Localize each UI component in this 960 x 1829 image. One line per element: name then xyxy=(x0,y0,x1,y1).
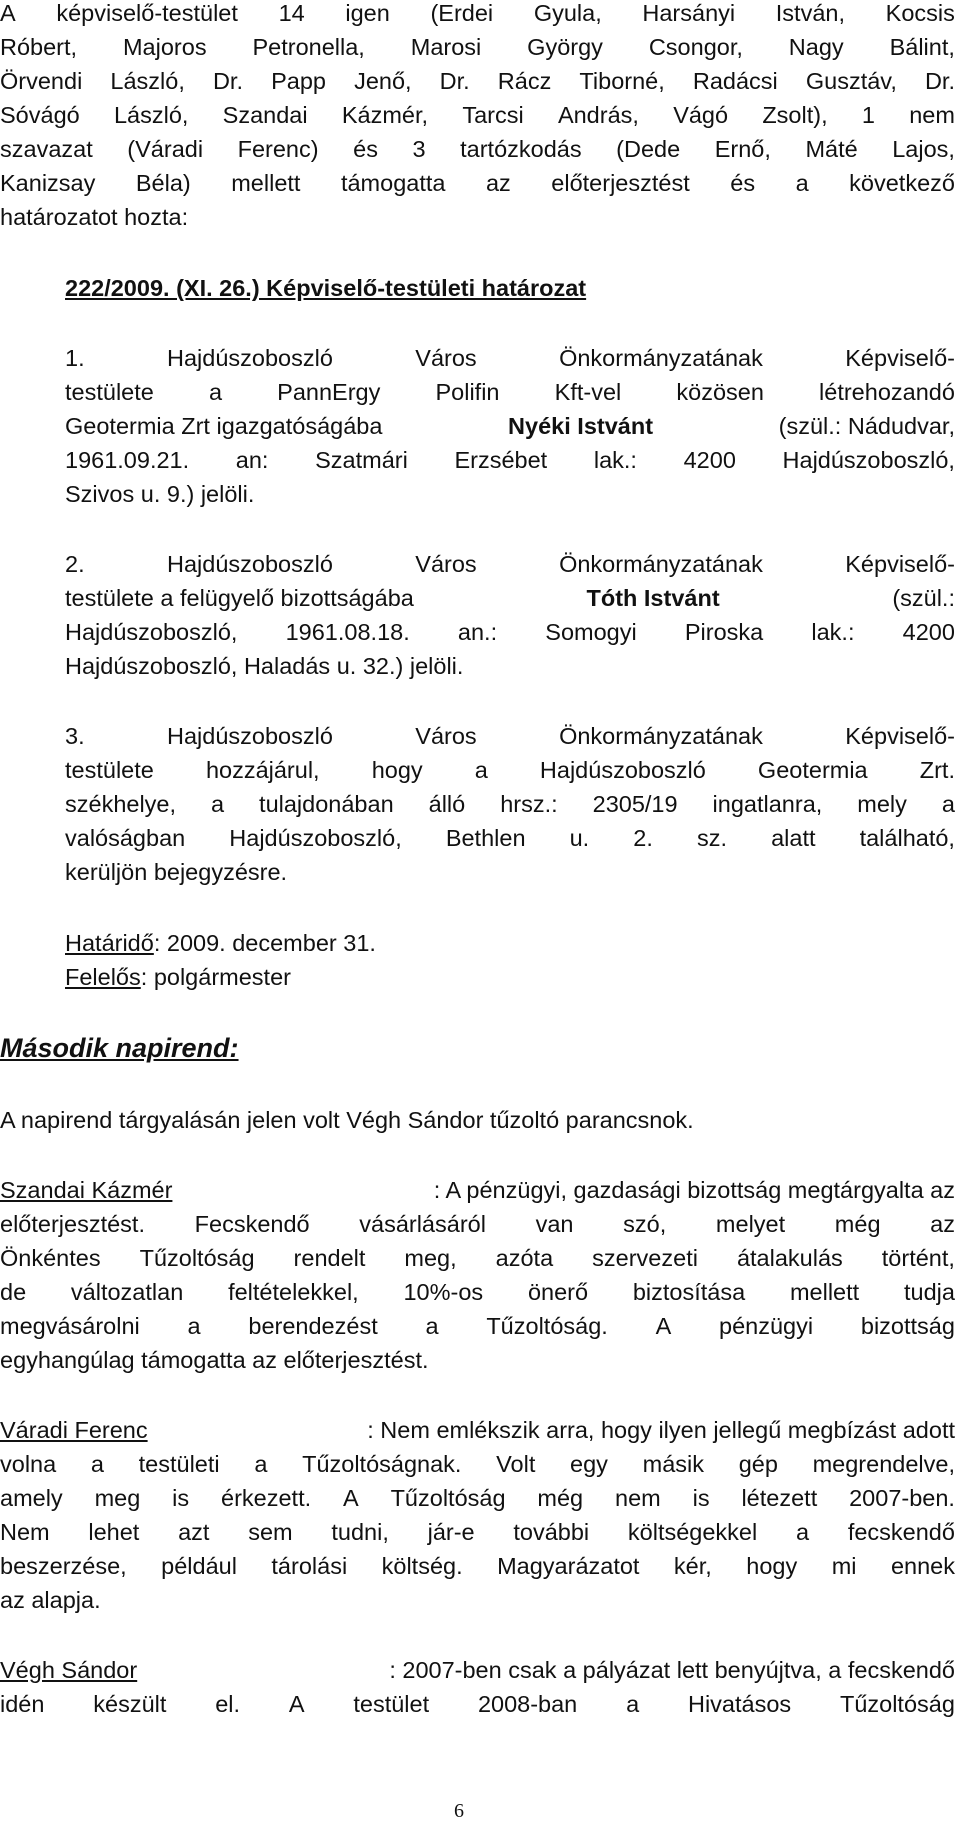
word: (Erdei xyxy=(430,0,494,26)
item2-line xyxy=(65,617,955,647)
word: is xyxy=(172,1485,190,1511)
word: A xyxy=(0,0,16,26)
word: a xyxy=(425,1313,439,1339)
word: mely xyxy=(857,791,907,817)
word: tartózkodás xyxy=(460,136,582,162)
word: 3. xyxy=(65,723,85,749)
word: berendezést xyxy=(248,1313,378,1339)
word: további xyxy=(513,1519,590,1545)
word: Papp xyxy=(271,68,326,94)
responsible-value: : polgármester xyxy=(140,964,291,990)
word: Geotermia xyxy=(757,757,868,783)
word: pénzügyi xyxy=(719,1313,814,1339)
word: a xyxy=(187,1313,201,1339)
word: azóta xyxy=(495,1245,554,1271)
intro-line xyxy=(0,32,955,62)
word: Nem xyxy=(0,1519,50,1545)
word: Piroska xyxy=(684,619,764,645)
speech-text: : A pénzügyi, gazdasági bizottság megtárgyalta az xyxy=(433,1177,955,1203)
item3-line xyxy=(65,789,955,819)
item3-line xyxy=(65,755,955,785)
speech1-line xyxy=(0,1175,955,1205)
responsible-label: Felelős xyxy=(65,964,141,990)
speech2-line xyxy=(0,1449,955,1479)
word: szó, xyxy=(623,1211,667,1237)
word: Jenő, xyxy=(354,68,412,94)
item3-line: kerüljön bejegyzésre. xyxy=(65,859,288,885)
word: és xyxy=(730,170,756,196)
word: (Dede xyxy=(616,136,681,162)
word: gép xyxy=(738,1451,778,1477)
word: Szatmári xyxy=(315,447,408,473)
word: Rácz xyxy=(497,68,552,94)
word: változatlan xyxy=(70,1279,184,1305)
word: 4200 xyxy=(683,447,736,473)
word: meg, xyxy=(404,1245,457,1271)
word: Ferenc) xyxy=(237,136,319,162)
word: A xyxy=(288,1691,305,1717)
word: Kázmér, xyxy=(341,102,429,128)
word: 1961.08.18. xyxy=(285,619,410,645)
word: Marosi xyxy=(410,34,482,60)
word: ingatlanra, xyxy=(712,791,823,817)
word: az xyxy=(485,170,511,196)
word: a xyxy=(211,791,225,817)
word: Volt xyxy=(496,1451,536,1477)
word: Város xyxy=(415,345,477,371)
word: Majoros xyxy=(122,34,207,60)
word: sz. xyxy=(696,825,727,851)
word: hogy xyxy=(371,757,423,783)
word: Zrt. xyxy=(919,757,955,783)
word: Tiborné, xyxy=(579,68,665,94)
word: képviselő-testület xyxy=(56,0,238,26)
intro-line xyxy=(0,168,955,198)
word: ennek xyxy=(890,1553,955,1579)
word: Dr. xyxy=(212,68,243,94)
speech2-line xyxy=(0,1517,955,1547)
word: 14 xyxy=(278,0,305,26)
item1-text: (szül.: Nádudvar, xyxy=(778,413,955,439)
word: a xyxy=(208,379,223,405)
word: a xyxy=(795,170,809,196)
word: közösen xyxy=(676,379,764,405)
word: létrehozandó xyxy=(819,379,955,405)
word: György xyxy=(527,34,603,60)
speech1-line xyxy=(0,1209,955,1239)
word: fecskendő xyxy=(847,1519,955,1545)
word: 2007-ben. xyxy=(849,1485,955,1511)
word: biztosítása xyxy=(632,1279,746,1305)
word: testület xyxy=(353,1691,430,1717)
intro-line xyxy=(0,134,955,164)
nominee-name-2: Tóth Istvánt xyxy=(586,585,720,611)
word: költség. xyxy=(381,1553,463,1579)
nominee-name-1: Nyéki Istvánt xyxy=(508,413,654,439)
word: Sóvágó xyxy=(0,102,80,128)
item2-line-nominee xyxy=(65,583,955,613)
speaker-name: Szandai Kázmér xyxy=(0,1177,173,1203)
word: tárolási xyxy=(271,1553,348,1579)
word: alatt xyxy=(771,825,816,851)
word: önerő xyxy=(527,1279,589,1305)
responsible-line xyxy=(65,962,291,992)
word: u. xyxy=(569,825,590,851)
word: el. xyxy=(215,1691,241,1717)
word: Magyarázatot xyxy=(497,1553,640,1579)
word: Tűzoltóság xyxy=(139,1245,255,1271)
intro-line xyxy=(0,66,955,96)
word: mellett xyxy=(789,1279,860,1305)
word: a xyxy=(626,1691,640,1717)
word: A xyxy=(655,1313,672,1339)
word: tulajdonában xyxy=(259,791,394,817)
word: is xyxy=(692,1485,710,1511)
word: előterjesztést xyxy=(551,170,690,196)
word: Hajdúszoboszló xyxy=(167,551,333,577)
word: 10%-os xyxy=(403,1279,484,1305)
word: Somogyi xyxy=(545,619,637,645)
word: érkezett. xyxy=(221,1485,312,1511)
word: jár-e xyxy=(427,1519,475,1545)
word: 2305/19 xyxy=(592,791,678,817)
word: an: xyxy=(235,447,269,473)
word: Kanizsay xyxy=(0,170,96,196)
word: István, xyxy=(775,0,846,26)
word: PannErgy xyxy=(277,379,381,405)
resolution-title: 222/2009. (XI. 26.) Képviselő-testületi határozat xyxy=(65,275,587,301)
speech2-line xyxy=(0,1415,955,1445)
intro-line xyxy=(0,100,955,130)
word: átalakulás xyxy=(736,1245,843,1271)
present-line: A napirend tárgyalásán jelen volt Végh Sándor tűzoltó parancsnok. xyxy=(0,1107,694,1133)
word: 1 xyxy=(861,102,875,128)
word: Nagy xyxy=(788,34,844,60)
word: Dr. xyxy=(439,68,470,94)
word: Erzsébet xyxy=(454,447,548,473)
speech1-line xyxy=(0,1311,955,1341)
word: költségekkel xyxy=(627,1519,758,1545)
word: Radácsi xyxy=(692,68,778,94)
word: Tűzoltóság. xyxy=(486,1313,608,1339)
word: Máté xyxy=(805,136,858,162)
word: Csongor, xyxy=(648,34,743,60)
word: bizottság xyxy=(860,1313,955,1339)
word: Petronella, xyxy=(252,34,365,60)
word: vásárlásáról xyxy=(359,1211,486,1237)
word: 2. xyxy=(65,551,85,577)
section-heading: Második napirend: xyxy=(0,1033,239,1063)
word: Tűzoltóság xyxy=(390,1485,506,1511)
word: Kocsis xyxy=(885,0,955,26)
word: amely xyxy=(0,1485,63,1511)
word: történt, xyxy=(881,1245,955,1271)
word: de xyxy=(0,1279,27,1305)
word: mellett xyxy=(231,170,301,196)
word: András, xyxy=(557,102,639,128)
speech2-line xyxy=(0,1551,955,1581)
speech1-line: egyhangúlag támogatta az előterjesztést. xyxy=(0,1347,429,1373)
word: készült xyxy=(93,1691,167,1717)
word: Hajdúszoboszló xyxy=(167,723,333,749)
word: egy xyxy=(570,1451,608,1477)
word: melyet xyxy=(715,1211,786,1237)
word: rendelt xyxy=(293,1245,366,1271)
deadline-label: Határidő xyxy=(65,930,154,956)
word: Fecskendő xyxy=(194,1211,310,1237)
word: Képviselő- xyxy=(845,723,955,749)
word: kér, xyxy=(673,1553,712,1579)
word: hozzájárul, xyxy=(205,757,320,783)
word: székhelye, xyxy=(65,791,177,817)
word: nem xyxy=(909,102,955,128)
word: Zsolt), xyxy=(762,102,828,128)
item1-text: Geotermia Zrt igazgatóságába xyxy=(65,413,383,439)
word: tudni, xyxy=(331,1519,389,1545)
word: Képviselő- xyxy=(845,345,955,371)
word: 2. xyxy=(633,825,653,851)
word: Képviselő- xyxy=(845,551,955,577)
word: még xyxy=(537,1485,584,1511)
word: testülete xyxy=(65,379,154,405)
word: a xyxy=(90,1451,104,1477)
word: Örvendi xyxy=(0,68,83,94)
item2-line: Hajdúszoboszló, Haladás u. 32.) jelöli. xyxy=(65,653,464,679)
word: Hajdúszoboszló xyxy=(539,757,706,783)
word: Önkormányzatának xyxy=(559,723,763,749)
word: an.: xyxy=(457,619,498,645)
word: Önkormányzatának xyxy=(559,345,763,371)
word: Kft-vel xyxy=(554,379,622,405)
speech3-line xyxy=(0,1655,955,1685)
word: 1961.09.21. xyxy=(65,447,190,473)
item1-line: Szivos u. 9.) jelöli. xyxy=(65,481,255,507)
word: feltételekkel, xyxy=(228,1279,359,1305)
word: Béla) xyxy=(135,170,191,196)
speaker-name: Végh Sándor xyxy=(0,1657,138,1683)
speech2-line xyxy=(0,1483,955,1513)
word: testületi xyxy=(138,1451,220,1477)
word: létezett xyxy=(741,1485,818,1511)
word: megrendelve, xyxy=(812,1451,955,1477)
word: másik xyxy=(642,1451,704,1477)
word: a xyxy=(254,1451,268,1477)
word: Harsányi xyxy=(642,0,736,26)
word: szavazat xyxy=(0,136,93,162)
word: Hajdúszoboszló, xyxy=(65,619,238,645)
word: Polifin xyxy=(435,379,500,405)
word: van xyxy=(535,1211,574,1237)
word: hogy xyxy=(746,1553,798,1579)
word: Hivatásos xyxy=(687,1691,792,1717)
item1-line xyxy=(65,343,955,373)
word: például xyxy=(161,1553,237,1579)
word: álló xyxy=(428,791,466,817)
item2-text: testülete a felügyelő bizottságába xyxy=(65,585,414,611)
word: a xyxy=(941,791,955,817)
item3-line xyxy=(65,823,955,853)
word: 1. xyxy=(65,345,85,371)
word: Tarcsi xyxy=(462,102,524,128)
speech1-line xyxy=(0,1277,955,1307)
item1-line xyxy=(65,445,955,475)
word: Gusztáv, xyxy=(805,68,897,94)
word: Róbert, xyxy=(0,34,78,60)
word: lak.: xyxy=(593,447,637,473)
page-number: 6 xyxy=(454,1800,464,1822)
speaker-name: Váradi Ferenc xyxy=(0,1417,148,1443)
word: volna xyxy=(0,1451,57,1477)
speech-text: : Nem emlékszik arra, hogy ilyen jellegű megbízást adott xyxy=(367,1417,955,1443)
word: beszerzése, xyxy=(0,1553,127,1579)
word: Bálint, xyxy=(889,34,955,60)
word: Lajos, xyxy=(892,136,955,162)
intro-line xyxy=(0,0,955,28)
word: Gyula, xyxy=(533,0,602,26)
item3-line xyxy=(65,721,955,751)
word: Hajdúszoboszló, xyxy=(229,825,402,851)
speech2-line: az alapja. xyxy=(0,1587,101,1613)
word: Hajdúszoboszló, xyxy=(782,447,955,473)
deadline-line xyxy=(65,928,376,958)
item1-line xyxy=(65,377,955,407)
word: Tűzoltóságnak. xyxy=(302,1451,462,1477)
word: szervezeti xyxy=(592,1245,698,1271)
word: (Váradi xyxy=(127,136,204,162)
item1-line-nominee xyxy=(65,411,955,441)
word: a xyxy=(795,1519,810,1545)
word: megvásárolni xyxy=(0,1313,140,1339)
speech3-line xyxy=(0,1689,955,1719)
word: Város xyxy=(415,723,477,749)
word: következő xyxy=(849,170,955,196)
word: és xyxy=(353,136,378,162)
word: Hajdúszoboszló xyxy=(167,345,333,371)
word: támogatta xyxy=(340,170,446,196)
word: Dr. xyxy=(924,68,955,94)
intro-line: határozatot hozta: xyxy=(0,204,189,230)
word: Önkéntes xyxy=(0,1245,101,1271)
word: valóságban xyxy=(65,825,186,851)
word: a xyxy=(474,757,488,783)
word: Szandai xyxy=(222,102,308,128)
word: A xyxy=(343,1485,359,1511)
speech1-line xyxy=(0,1243,955,1273)
word: testülete xyxy=(65,757,154,783)
word: Önkormányzatának xyxy=(559,551,763,577)
speech-text: : 2007-ben csak a pályázat lett benyújtva, a fecskendő xyxy=(389,1657,955,1683)
word: még xyxy=(834,1211,881,1237)
word: meg xyxy=(94,1485,141,1511)
word: 2008-ban xyxy=(477,1691,578,1717)
word: László, xyxy=(110,68,185,94)
word: hrsz.: xyxy=(500,791,558,817)
word: tudja xyxy=(903,1279,955,1305)
word: igen xyxy=(345,0,390,26)
word: lehet xyxy=(88,1519,140,1545)
word: idén xyxy=(0,1691,45,1717)
item2-text: (szül.: xyxy=(892,585,955,611)
word: mi xyxy=(831,1553,857,1579)
word: az xyxy=(930,1211,955,1237)
word: előterjesztést. xyxy=(0,1211,145,1237)
word: Ernő, xyxy=(714,136,771,162)
word: sem xyxy=(248,1519,293,1545)
word: 4200 xyxy=(902,619,955,645)
word: azt xyxy=(178,1519,210,1545)
word: lak.: xyxy=(811,619,855,645)
word: 3 xyxy=(412,136,426,162)
word: László, xyxy=(113,102,189,128)
word: Tűzoltóság xyxy=(839,1691,955,1717)
word: nem xyxy=(615,1485,661,1511)
word: Bethlen xyxy=(445,825,526,851)
word: található, xyxy=(859,825,955,851)
word: Vágó xyxy=(673,102,729,128)
item2-line xyxy=(65,549,955,579)
word: Város xyxy=(415,551,477,577)
deadline-value: : 2009. december 31. xyxy=(153,930,376,956)
